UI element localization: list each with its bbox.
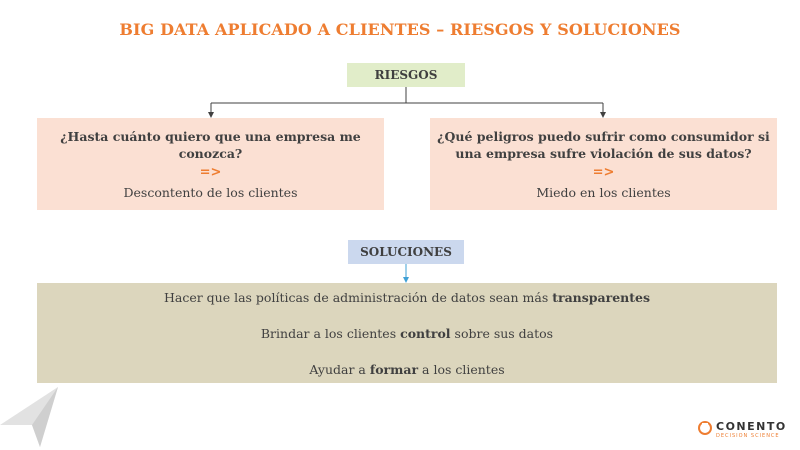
solution-item: Hacer que las políticas de administración de datos sean más transparentes	[163, 290, 651, 305]
risk-result: Descontento de los clientes	[123, 184, 298, 200]
logo-tagline: DECISION SCIENCE	[716, 433, 780, 439]
implies-arrow: =>	[592, 164, 615, 180]
risk-question: ¿Qué peligros puedo sufrir como consumidor si una empresa sufre violación de sus datos?	[437, 128, 770, 161]
page-title: BIG DATA APLICADO A CLIENTES – RIESGOS Y SOLUCIONES	[119, 20, 681, 39]
risk-question: ¿Hasta cuánto quiero que una empresa me conozca?	[60, 128, 361, 161]
risk-result: Miedo en los clientes	[536, 184, 671, 200]
logo-name: CONENTO	[716, 420, 787, 433]
risk-box-right	[430, 118, 777, 210]
solutions-box	[37, 283, 777, 383]
watermark-arrow-icon	[0, 385, 70, 450]
solution-item: Ayudar a formar a los clientes	[309, 362, 505, 377]
conento-logo-icon	[697, 420, 713, 436]
riesgos-label: RIESGOS	[347, 63, 465, 87]
soluciones-label: SOLUCIONES	[348, 240, 464, 264]
risk-box-left	[37, 118, 384, 210]
solution-item: Brindar a los clientes control sobre sus datos	[260, 326, 554, 341]
implies-arrow: =>	[199, 164, 222, 180]
